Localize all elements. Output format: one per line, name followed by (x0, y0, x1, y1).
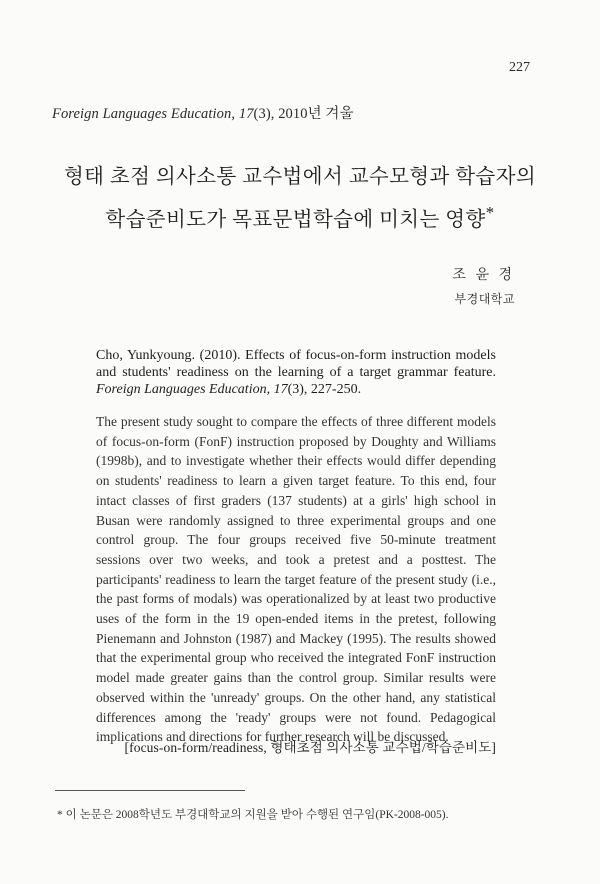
author-affiliation: 부경대학교 (454, 292, 515, 306)
paper-title (0, 160, 600, 238)
citation (96, 347, 496, 398)
abstract: The present study sought to compare the effects of three different models of focus-on-form (FonF) instruction proposed by Doughty and Williams (1998b), and to investigate whether their effects would differ depending on students' readiness to learn a given target feature. To this end, four intact classes of first graders (137 students) at a girls' high school in Busan were randomly assigned to three experimental groups and one control group. The four groups received five 50-minute treatment sessions over two weeks, and took a pretest and a posttest. The participants' readiness to learn the target feature of the present study (i.e., the past forms of modals) was operationalized by at least two productive uses of the form in the 19 open-ended items in the pretest, following Pienemann and Johnston (1987) and Mackey (1995). The results showed that the experimental group who received the integrated FonF instruction model made greater gains than the control group. Similar results were observed within the 'unready' groups. On the other hand, any statistical differences among the 'ready' groups were not found. Pedagogical implications and directions for further research will be discussed. (96, 414, 496, 745)
citation-volume: 17 (273, 382, 288, 397)
author-name: 조 윤 경 (452, 268, 515, 283)
title-line-2-wrap (0, 195, 600, 238)
journal-name: Foreign Languages Education, (52, 106, 236, 122)
title-line-2: 학습준비도가 목표문법학습에 미치는 영향 (105, 208, 486, 231)
citation-prefix: Cho, Yunkyoung. (2010). Effects of focus-on-form instruction models and students' readiness on the learning of a target grammar feature. (96, 348, 496, 380)
footnote-divider (55, 790, 245, 791)
title-line-1: 형태 초점 의사소통 교수법에서 교수모형과 학습자의 (63, 166, 537, 188)
journal-issue-year: (3), 2010년 겨울 (253, 106, 354, 122)
title-footnote-mark: * (485, 203, 495, 222)
journal-header (52, 102, 354, 123)
footnote: * 이 논문은 2008학년도 부경대학교의 지원을 받아 수행된 연구임(PK-2008-005). (57, 809, 449, 821)
citation-suffix: (3), 227-250. (287, 382, 362, 397)
keywords: [focus-on-form/readiness, 형태초점 의사소통 교수법/학습준비도] (124, 740, 496, 755)
citation-journal: Foreign Languages Education, (96, 382, 271, 397)
page-number: 227 (509, 60, 530, 75)
journal-volume: 17 (238, 106, 254, 122)
